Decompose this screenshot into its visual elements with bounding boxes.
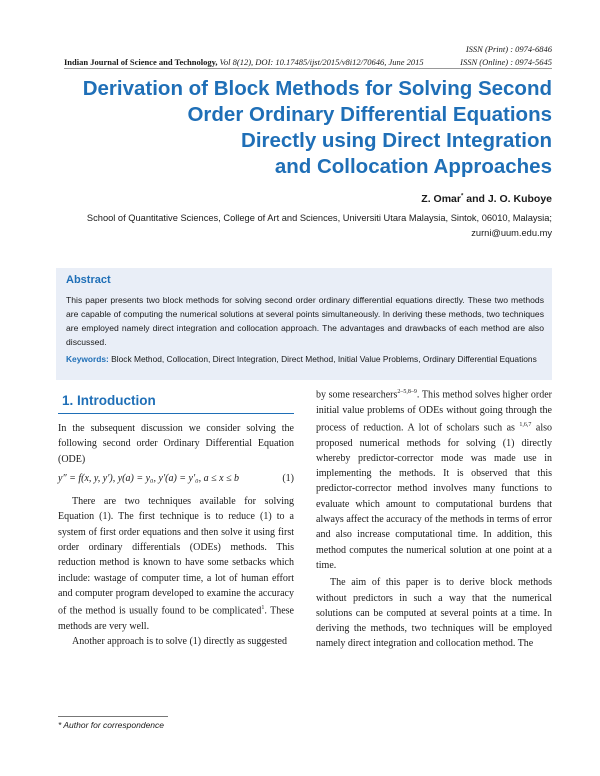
title-line-2: Order Ordinary Differential Equations	[187, 103, 552, 126]
journal-details: Vol 8(12), DOI: 10.17485/ijst/2015/v8i12/70646, June 2015	[217, 57, 424, 67]
title-line-4: and Collocation Approaches	[274, 155, 552, 178]
section-heading: 1. Introduction	[62, 393, 156, 408]
affiliation-block	[52, 211, 552, 241]
title-line-1: Derivation of Block Methods for Solving Second	[82, 77, 552, 100]
author-1: Z. Omar	[421, 193, 461, 205]
abstract-text: This paper presents two block methods for solving second order ordinary differential equations directly. These two methods are capable of computing the numerical solutions at several points simultaneously. In deriving these methods, two techniques are employed namely direct integration and collocation approach. The advantages and drawbacks of each method are also discussed.	[66, 295, 544, 347]
citation-ref-1: 2–5,8–9	[397, 389, 417, 395]
authors	[421, 193, 552, 205]
right-paragraph-1-a: by some researchers	[316, 389, 398, 401]
title-line-3: Directly using Direct Integration	[241, 129, 552, 152]
issn-print: ISSN (Print) : 0974-6846	[465, 44, 552, 54]
left-paragraph-1: In the subsequent discussion we consider solving the following second order Ordinary Differential Equation (ODE)	[58, 423, 294, 465]
issn-online: ISSN (Online) : 0974-5645	[460, 57, 552, 67]
keywords-list: Block Method, Collocation, Direct Integration, Direct Method, Initial Value Problems, Ordinary Differential Equations	[108, 354, 537, 364]
footnote: * Author for correspondence	[58, 720, 164, 730]
author-email[interactable]: zurni@uum.edu.my	[471, 228, 552, 238]
author-rest: and J. O. Kuboye	[463, 193, 552, 205]
right-paragraph-1-b: . This method solves higher order initial value problems of ODEs without going through the process of reduction. A lot of scholars such as	[316, 389, 552, 434]
citation-ref: 1	[261, 605, 265, 612]
right-paragraph-2: The aim of this paper is to derive block methods without predictors in such a way that the numerical solutions can be computed at several points at a time. In deriving the methods, two techniques will be employed namely direct integration and collocation method. The	[316, 577, 552, 650]
paper-title	[62, 76, 552, 180]
section-underline	[58, 413, 294, 414]
footnote-divider	[58, 716, 168, 717]
abstract-heading: Abstract	[66, 274, 111, 286]
left-paragraph-2-end: . These methods are very well.	[58, 605, 295, 632]
left-paragraph-2	[58, 494, 294, 634]
journal-name: Indian Journal of Science and Technology,	[64, 57, 218, 67]
keywords	[66, 354, 544, 365]
right-paragraph-1	[316, 385, 552, 573]
right-paragraph-1-c: also proposed numerical methods for solving (1) directly whereby predictor-corrector mode was made use in implementing the methods. It is observed that this predictor-corrector method involves many functions to evaluate which amount to computational burdens that always affect the accuracy of the methods in terms of error and also increase computational time. In addition, this method computes the numerical solution at one point at a time.	[316, 422, 553, 571]
right-column	[316, 385, 552, 652]
header-divider	[64, 68, 552, 69]
corresponding-mark: *	[460, 193, 464, 200]
journal-citation	[64, 57, 424, 67]
equation-text: y″ = f(x, y, y′), y(a) = y₀, y′(a) = y′₀, a ≤ x ≤ b	[58, 472, 240, 484]
left-paragraph-2-text: There are two techniques available for solving Equation (1). The first technique is to reduce (1) to a system of first order equations and then solve it using first order ordinary differentials (ODEs) methods. This reduction method is known to have some setbacks which include: wastage of computer time, a lot of human effort and computer program developed to examine the accuracy of the method is usually found to be complicated	[58, 496, 294, 617]
equation-1	[58, 471, 294, 486]
keywords-label: Keywords:	[66, 354, 109, 364]
citation-ref-2: 1,6,7	[519, 421, 532, 428]
affiliation: School of Quantitative Sciences, College of Art and Sciences, Universiti Utara Malaysia, Sintok, 06010, Malaysia;	[86, 213, 552, 223]
left-column	[58, 421, 294, 649]
equation-number: (1)	[282, 472, 294, 484]
left-paragraph-3: Another approach is to solve (1) directly as suggested	[72, 636, 287, 648]
